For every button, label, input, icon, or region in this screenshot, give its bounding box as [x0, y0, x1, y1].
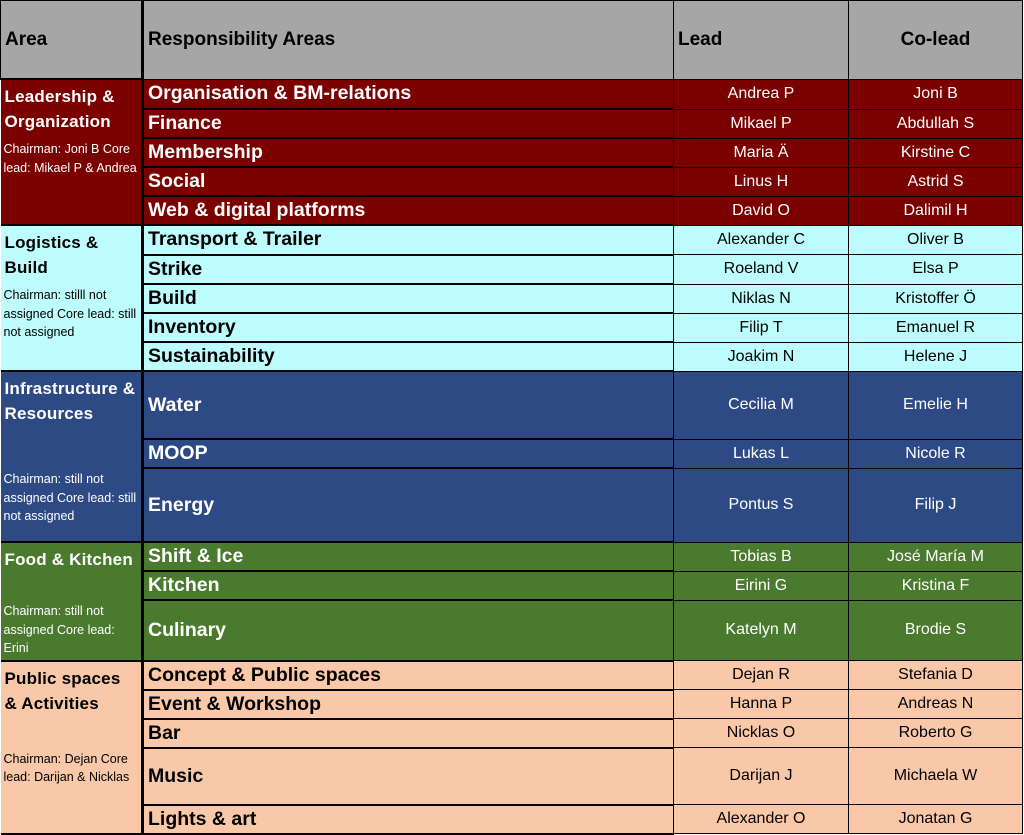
table-row [1, 690, 1023, 719]
header-row [1, 1, 1023, 80]
area-note: Chairman: still not assigned Core lead: still not assigned [1, 468, 143, 542]
co-lead-cell: Jonatan G [849, 805, 1023, 834]
responsibility-area-cell: Strike [143, 255, 674, 285]
lead-cell: Darijan J [674, 748, 849, 805]
header-lead: Lead [674, 1, 849, 80]
table-row [1, 284, 1023, 313]
table-row [1, 371, 1023, 439]
co-lead-cell: Stefania D [849, 661, 1023, 690]
co-lead-cell: Helene J [849, 342, 1023, 371]
header-co-lead: Co-lead [849, 1, 1023, 80]
table-row [1, 542, 1023, 571]
co-lead-cell: Roberto G [849, 719, 1023, 748]
responsibility-area-cell: Energy [143, 468, 674, 542]
co-lead-cell: Joni B [849, 79, 1023, 109]
responsibility-area-cell: Bar [143, 719, 674, 748]
lead-cell: Nicklas O [674, 719, 849, 748]
table-row [1, 313, 1023, 342]
table-row [1, 79, 1023, 109]
lead-cell: Lukas L [674, 439, 849, 468]
co-lead-cell: Kirstine C [849, 138, 1023, 167]
co-lead-cell: Filip J [849, 468, 1023, 542]
responsibility-area-cell: Transport & Trailer [143, 225, 674, 255]
table-row [1, 196, 1023, 225]
table-row [1, 571, 1023, 600]
lead-cell: Tobias B [674, 542, 849, 571]
responsibility-area-cell: Membership [143, 138, 674, 167]
lead-cell: Linus H [674, 167, 849, 196]
co-lead-cell: José María M [849, 542, 1023, 571]
lead-cell: Dejan R [674, 661, 849, 690]
table-row [1, 805, 1023, 834]
area-title: Leadership & Organization [1, 79, 143, 138]
co-lead-cell: Michaela W [849, 748, 1023, 805]
table-body [1, 79, 1023, 834]
area-title: Public spaces & Activities [1, 661, 143, 748]
table-row [1, 600, 1023, 661]
co-lead-cell: Dalimil H [849, 196, 1023, 225]
table-row [1, 138, 1023, 167]
co-lead-cell: Kristina F [849, 571, 1023, 600]
lead-cell: David O [674, 196, 849, 225]
co-lead-cell: Emelie H [849, 371, 1023, 439]
table-row [1, 167, 1023, 196]
lead-cell: Filip T [674, 313, 849, 342]
co-lead-cell: Elsa P [849, 255, 1023, 285]
table-row [1, 225, 1023, 255]
responsibility-area-cell: Music [143, 748, 674, 805]
area-note: Chairman: still not assigned Core lead: Erini [1, 600, 143, 661]
co-lead-cell: Astrid S [849, 167, 1023, 196]
responsibility-area-cell: Water [143, 371, 674, 439]
table-row [1, 255, 1023, 285]
area-title: Logistics & Build [1, 225, 143, 284]
lead-cell: Niklas N [674, 284, 849, 313]
table-row [1, 661, 1023, 690]
responsibility-area-cell: Shift & Ice [143, 542, 674, 571]
lead-cell: Roeland V [674, 255, 849, 285]
responsibility-area-cell: Finance [143, 109, 674, 138]
lead-cell: Mikael P [674, 109, 849, 138]
table-row [1, 342, 1023, 371]
responsibility-area-cell: Social [143, 167, 674, 196]
header-area: Area [1, 1, 143, 80]
lead-cell: Andrea P [674, 79, 849, 109]
lead-cell: Alexander C [674, 225, 849, 255]
responsibility-area-cell: Kitchen [143, 571, 674, 600]
co-lead-cell: Abdullah S [849, 109, 1023, 138]
co-lead-cell: Oliver B [849, 225, 1023, 255]
co-lead-cell: Brodie S [849, 600, 1023, 661]
lead-cell: Alexander O [674, 805, 849, 834]
table-row [1, 748, 1023, 805]
responsibility-area-cell: Sustainability [143, 342, 674, 371]
lead-cell: Cecilia M [674, 371, 849, 439]
table-row [1, 468, 1023, 542]
table-row [1, 439, 1023, 468]
responsibility-area-cell: Organisation & BM-relations [143, 79, 674, 109]
table-row [1, 719, 1023, 748]
responsibility-area-cell: Inventory [143, 313, 674, 342]
lead-cell: Joakim N [674, 342, 849, 371]
co-lead-cell: Emanuel R [849, 313, 1023, 342]
responsibility-area-cell: Lights & art [143, 805, 674, 834]
responsibility-area-cell: Concept & Public spaces [143, 661, 674, 690]
area-note: Chairman: stilll not assigned Core lead: still not assigned [1, 284, 143, 371]
area-title: Infrastructure & Resources [1, 371, 143, 468]
responsibility-area-cell: Web & digital platforms [143, 196, 674, 225]
responsibility-area-cell: Event & Workshop [143, 690, 674, 719]
co-lead-cell: Nicole R [849, 439, 1023, 468]
area-note: Chairman: Joni B Core lead: Mikael P & Andrea [1, 138, 143, 225]
area-title: Food & Kitchen [1, 542, 143, 600]
responsibility-area-cell: Culinary [143, 600, 674, 661]
responsibility-area-cell: Build [143, 284, 674, 313]
area-note: Chairman: Dejan Core lead: Darijan & Nicklas [1, 748, 143, 834]
responsibility-area-cell: MOOP [143, 439, 674, 468]
lead-cell: Katelyn M [674, 600, 849, 661]
table-row [1, 109, 1023, 138]
lead-cell: Pontus S [674, 468, 849, 542]
header-responsibility-areas: Responsibility Areas [143, 1, 674, 80]
lead-cell: Hanna P [674, 690, 849, 719]
co-lead-cell: Andreas N [849, 690, 1023, 719]
co-lead-cell: Kristoffer Ö [849, 284, 1023, 313]
lead-cell: Maria Ä [674, 138, 849, 167]
lead-cell: Eirini G [674, 571, 849, 600]
